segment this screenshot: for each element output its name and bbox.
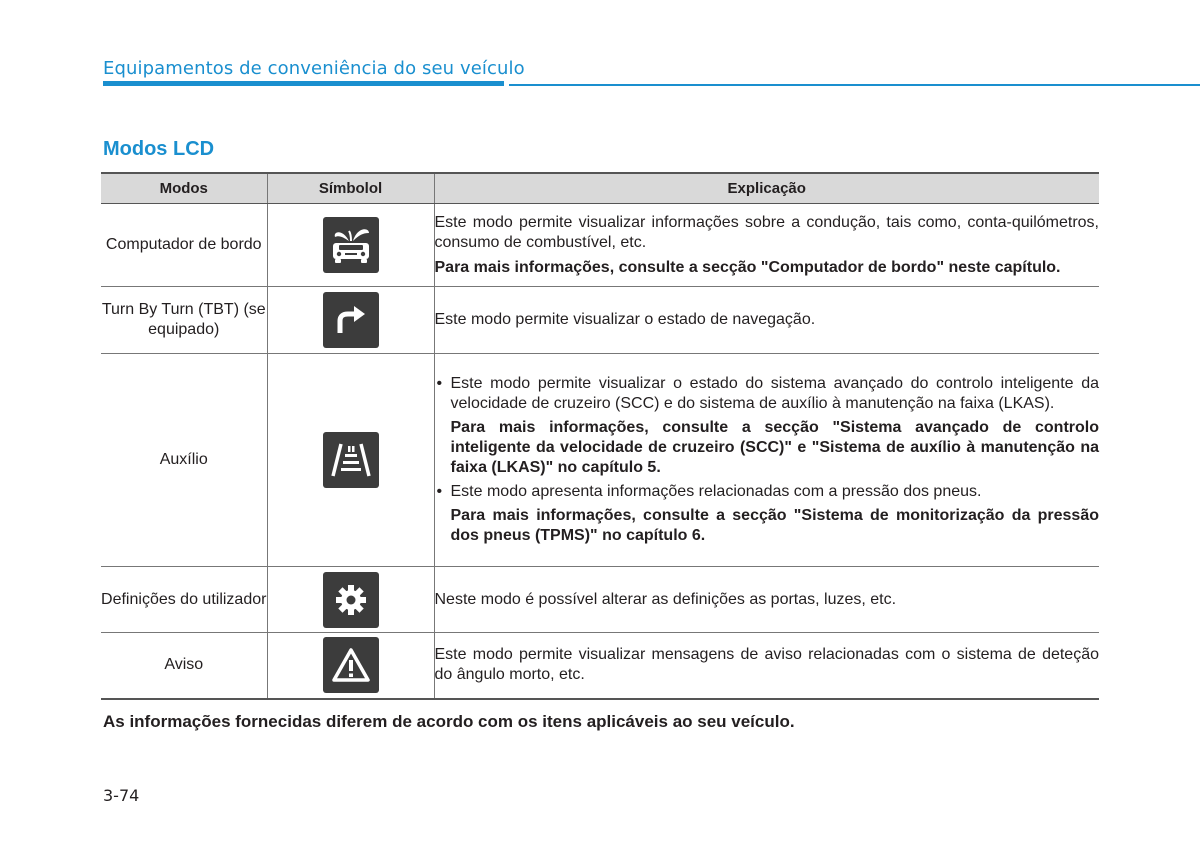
explanation-text: • Este modo apresenta informações relacionadas com a pressão dos pneus. — [450, 483, 982, 500]
explanation-text: Este modo permite visualizar informações sobre a condução, tais como, conta-quilómetros, consumo de combustível, etc. — [434, 213, 1099, 251]
mode-name: Auxílio — [101, 354, 267, 567]
reference-note: Para mais informações, consulte a secção "Sistema avançado de controlo inteligente da velocidade de cruzeiro (SCC)" e "Sistema de auxílio à manutenção na faixa (LKAS)" no capítulo 5. — [450, 419, 1099, 476]
explanation-text: • Este modo permite visualizar o estado do sistema avançado do controlo inteligente da velocidade de cruzeiro (SCC) e do sistema de auxílio à manutenção na faixa (LKAS). — [450, 375, 1099, 412]
list-item — [435, 482, 1100, 546]
explanation-bullet-list — [435, 374, 1100, 546]
mode-name: Computador de bordo — [101, 204, 267, 287]
reference-note: Para mais informações, consulte a secção "Sistema de monitorização da pressão dos pneus (TPMS)" no capítulo 6. — [450, 507, 1099, 544]
warning-triangle-icon — [323, 637, 379, 693]
header-rule-thick — [103, 81, 504, 86]
turn-right-arrow-icon — [323, 292, 379, 348]
column-header-explanation: Explicação — [434, 173, 1099, 204]
gear-icon — [323, 572, 379, 628]
table-header-row — [101, 173, 1099, 204]
explanation-text: Neste modo é possível alterar as definições as portas, luzes, etc. — [434, 590, 897, 608]
column-header-symbol: Símbolol — [267, 173, 434, 204]
footer-note: As informações fornecidas diferem de acordo com os itens aplicáveis ao seu veículo. — [103, 712, 795, 731]
explanation-text: Este modo permite visualizar o estado de navegação. — [434, 311, 816, 328]
section-title: Modos LCD — [103, 138, 215, 160]
mode-name: Aviso — [101, 633, 267, 699]
explanation-text: Este modo permite visualizar mensagens de aviso relacionadas com o sistema de deteção do ângulo morto, etc. — [434, 646, 1099, 684]
mode-name: Definições do utilizador — [101, 567, 267, 633]
trip-computer-icon — [323, 217, 379, 273]
lane-assist-icon — [323, 432, 379, 488]
table-row — [101, 633, 1099, 699]
reference-note: Para mais informações, consulte a secção "Computador de bordo" neste capítulo. — [434, 258, 1061, 276]
mode-name: Turn By Turn (TBT) (se equipado) — [101, 287, 267, 354]
page-number: 3-74 — [103, 786, 140, 805]
table-row — [101, 567, 1099, 633]
table-row — [101, 287, 1099, 354]
table-row — [101, 354, 1099, 567]
list-item — [435, 374, 1100, 478]
running-header-title: Equipamentos de conveniência do seu veículo — [103, 58, 525, 79]
header-rule-thin — [509, 84, 1200, 86]
table-row — [101, 204, 1099, 287]
lcd-modes-table — [101, 172, 1099, 700]
column-header-modes: Modos — [101, 173, 267, 204]
